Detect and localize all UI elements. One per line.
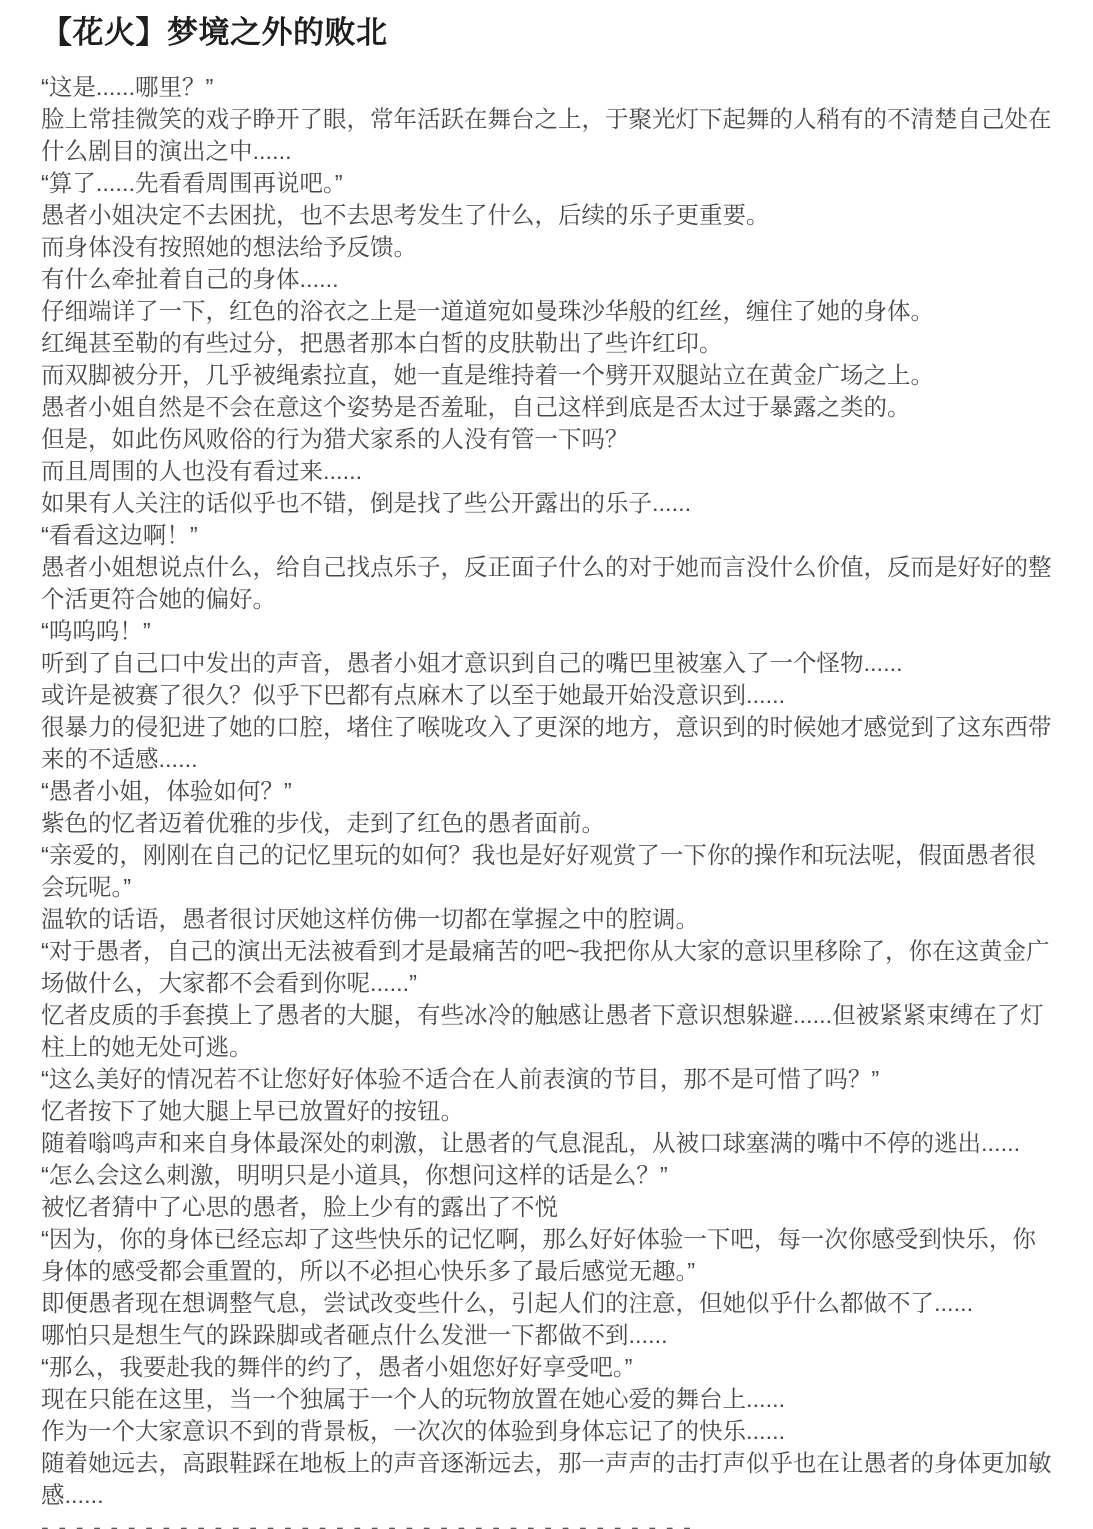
story-paragraph: “亲爱的，刚刚在自己的记忆里玩的如何？我也是好好观赏了一下你的操作和玩法呢，假面愚者很会玩呢。” (41, 842, 1036, 900)
story-paragraph: 哪怕只是想生气的跺跺脚或者砸点什么发泄一下都做不到...... (41, 1322, 668, 1348)
story-paragraph: 随着嗡鸣声和来自身体最深处的刺激，让愚者的气息混乱，从被口球塞满的嘴中不停的逃出...... (41, 1130, 1021, 1156)
page-title: 【花火】梦境之外的败北 (41, 15, 388, 50)
story-paragraph: 或许是被赛了很久？似乎下巴都有点麻木了以至于她最开始没意识到...... (41, 682, 786, 708)
story-paragraph: 如果有人关注的话似乎也不错，倒是找了些公开露出的乐子...... (41, 490, 692, 516)
story-paragraph: 愚者小姐决定不去困扰，也不去思考发生了什么，后续的乐子更重要。 (41, 202, 770, 228)
story-paragraph: “这么美好的情况若不让您好好体验不适合在人前表演的节目，那不是可惜了吗？” (41, 1066, 880, 1092)
divider-dashes: - - - - - - - - - - - - - - - - - - - - - - - - - - - - - - - - - - - - - - (41, 1514, 693, 1529)
story-paragraph: 而身体没有按照她的想法给予反馈。 (41, 234, 417, 260)
story-body (41, 71, 1053, 1511)
story-paragraph: “算了......先看看周围再说吧。” (41, 170, 343, 196)
story-paragraph: 脸上常挂微笑的戏子睁开了眼，常年活跃在舞台之上，于聚光灯下起舞的人稍有的不清楚自己处在什么剧目的演出之中...... (41, 106, 1052, 164)
story-paragraph: 随着她远去，高跟鞋踩在地板上的声音逐渐远去，那一声声的击打声似乎也在让愚者的身体更加敏感...... (41, 1450, 1052, 1508)
story-paragraph: 但是，如此伤风败俗的行为猎犬家系的人没有管一下吗？ (41, 426, 629, 452)
story-paragraph: “这是......哪里？” (41, 74, 214, 100)
story-paragraph: 作为一个大家意识不到的背景板，一次次的体验到身体忘记了的快乐...... (41, 1418, 786, 1444)
story-paragraph: 现在只能在这里，当一个独属于一个人的玩物放置在她心爱的舞台上...... (41, 1386, 786, 1412)
story-paragraph: “对于愚者，自己的演出无法被看到才是最痛苦的吧~我把你从大家的意识里移除了，你在这黄金广场做什么，大家都不会看到你呢......” (41, 938, 1050, 996)
story-paragraph: 温软的话语，愚者很讨厌她这样仿佛一切都在掌握之中的腔调。 (41, 906, 699, 932)
story-paragraph: 即便愚者现在想调整气息，尝试改变些什么，引起人们的注意，但她似乎什么都做不了...... (41, 1290, 974, 1316)
story-paragraph: 愚者小姐自然是不会在意这个姿势是否羞耻，自己这样到底是否太过于暴露之类的。 (41, 394, 911, 420)
story-paragraph: 紫色的忆者迈着优雅的步伐，走到了红色的愚者面前。 (41, 810, 605, 836)
story-paragraph: “愚者小姐，体验如何？” (41, 778, 292, 804)
story-paragraph: “因为，你的身体已经忘却了这些快乐的记忆啊，那么好好体验一下吧，每一次你感受到快乐，你身体的感受都会重置的，所以不必担心快乐多了最后感觉无趣。” (41, 1226, 1036, 1284)
story-paragraph: 愚者小姐想说点什么，给自己找点乐子，反正面子什么的对于她而言没什么价值，反而是好好的整个活更符合她的偏好。 (41, 554, 1052, 612)
story-paragraph: 而双脚被分开，几乎被绳索拉直，她一直是维持着一个劈开双腿站立在黄金广场之上。 (41, 362, 934, 388)
story-paragraph: 忆者皮质的手套摸上了愚者的大腿，有些冰冷的触感让愚者下意识想躲避......但被紧紧束缚在了灯柱上的她无处可逃。 (41, 1002, 1044, 1060)
story-paragraph: 被忆者猜中了心思的愚者，脸上少有的露出了不悦 (41, 1194, 558, 1220)
story-paragraph: 很暴力的侵犯进了她的口腔，堵住了喉咙攻入了更深的地方，意识到的时候她才感觉到了这东西带来的不适感...... (41, 714, 1052, 772)
story-paragraph: “怎么会这么刺激，明明只是小道具，你想问这样的话是么？” (41, 1162, 668, 1188)
story-paragraph: 仔细端详了一下，红色的浴衣之上是一道道宛如曼珠沙华般的红丝，缠住了她的身体。 (41, 298, 934, 324)
story-paragraph: 而且周围的人也没有看过来...... (41, 458, 363, 484)
story-paragraph: 红绳甚至勒的有些过分，把愚者那本白皙的皮肤勒出了些许红印。 (41, 330, 723, 356)
story-paragraph: 有什么牵扯着自己的身体...... (41, 266, 339, 292)
story-paragraph: 忆者按下了她大腿上早已放置好的按钮。 (41, 1098, 464, 1124)
story-paragraph: “看看这边啊！” (41, 522, 198, 548)
story-paragraph: “呜呜呜！” (41, 618, 151, 644)
story-paragraph: “那么，我要赴我的舞伴的约了，愚者小姐您好好享受吧。” (41, 1354, 633, 1380)
story-paragraph: 听到了自己口中发出的声音，愚者小姐才意识到自己的嘴巴里被塞入了一个怪物...... (41, 650, 903, 676)
